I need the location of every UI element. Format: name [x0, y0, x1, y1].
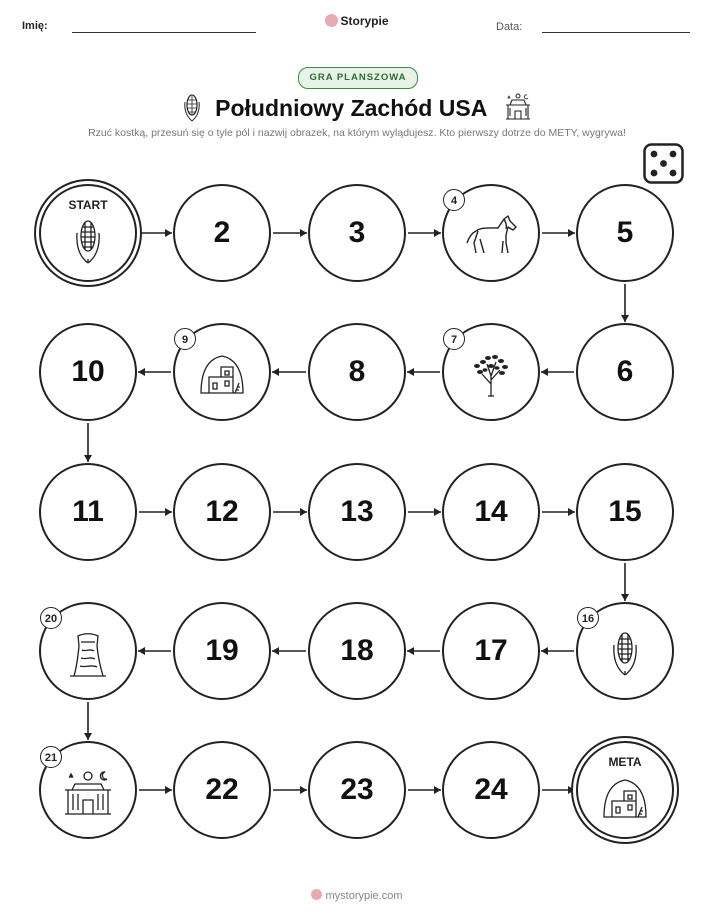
board-space-6 — [576, 323, 674, 421]
arrow-head — [165, 786, 172, 794]
date-label: Data: — [496, 21, 523, 33]
space-number-badge: 21 — [40, 746, 62, 768]
arrow-head — [300, 229, 307, 237]
arrow-head — [541, 368, 548, 376]
space-number-badge: 4 — [443, 189, 465, 211]
tree-icon — [468, 350, 514, 403]
arrow-head — [434, 508, 441, 516]
board-space-13 — [308, 463, 406, 561]
space-number: 5 — [616, 216, 634, 249]
space-number-badge: 20 — [40, 607, 62, 629]
cliff-dwelling-icon — [199, 353, 245, 400]
arrow-head — [568, 229, 575, 237]
board-space-11 — [39, 463, 137, 561]
space-number: 2 — [213, 216, 231, 249]
space-number: 6 — [616, 355, 634, 388]
cliff-dwelling-icon — [602, 777, 648, 824]
space-number: 17 — [474, 634, 508, 667]
space-number: 14 — [474, 495, 508, 528]
arrow-head — [272, 647, 279, 655]
arrow-head — [568, 786, 575, 794]
butte-icon — [68, 628, 108, 683]
board-space-19 — [173, 602, 271, 700]
arrow-head — [434, 229, 441, 237]
space-number: 24 — [474, 773, 508, 806]
board-space-15 — [576, 463, 674, 561]
space-number: 18 — [340, 634, 374, 667]
instructions: Rzuć kostką, przesuń się o tyle pól i nazwij obrazek, na którym wylądujesz. Kto pierwszy dotrze do METY, wygrywa! — [88, 127, 626, 139]
brand-name: Storypie — [340, 14, 389, 28]
board-space-17 — [442, 602, 540, 700]
space-number: 3 — [348, 216, 366, 249]
board-space-3 — [308, 184, 406, 282]
arrow-head — [407, 368, 414, 376]
space-number: 12 — [205, 495, 239, 528]
board-space-14 — [442, 463, 540, 561]
footer — [0, 889, 714, 902]
corn-icon — [609, 629, 641, 682]
space-number: 19 — [205, 634, 239, 667]
start-space — [39, 184, 137, 282]
space-number: 22 — [205, 773, 239, 806]
space-number: 23 — [340, 773, 374, 806]
space-number: 8 — [348, 355, 366, 388]
arrow-head — [272, 368, 279, 376]
temple-icon — [62, 768, 114, 821]
storypie-logo-icon — [311, 889, 322, 900]
game-type-badge: GRA PLANSZOWA — [298, 67, 418, 89]
footer-url: mystorypie.com — [325, 890, 403, 902]
space-number: 13 — [340, 495, 374, 528]
board-space-22 — [173, 741, 271, 839]
finish-label: META — [608, 755, 642, 769]
arrow-head — [300, 508, 307, 516]
arrow-head — [300, 786, 307, 794]
board-space-12 — [173, 463, 271, 561]
arrow-head — [165, 229, 172, 237]
board-space-2 — [173, 184, 271, 282]
arrow-head — [621, 315, 629, 322]
arrow-head — [541, 647, 548, 655]
board-space-5 — [576, 184, 674, 282]
space-number: 10 — [71, 355, 105, 388]
space-number: 15 — [608, 495, 642, 528]
arrow-head — [407, 647, 414, 655]
board-space-8 — [308, 323, 406, 421]
space-number: 11 — [72, 495, 104, 528]
corn-icon — [72, 217, 104, 270]
board-space-10 — [39, 323, 137, 421]
board-space-24 — [442, 741, 540, 839]
arrow-head — [138, 368, 145, 376]
arrow-head — [84, 733, 92, 740]
title-text: Południowy Zachód USA — [215, 95, 487, 121]
arrow-head — [84, 455, 92, 462]
arrow-head — [434, 786, 441, 794]
name-label: Imię: — [22, 20, 48, 32]
board-space-18 — [308, 602, 406, 700]
arrow-head — [138, 647, 145, 655]
start-label: START — [68, 198, 108, 212]
space-number-badge: 9 — [174, 328, 196, 350]
finish-space — [576, 741, 674, 839]
horse-icon — [464, 213, 518, 262]
arrow-head — [165, 508, 172, 516]
space-number-badge: 7 — [443, 328, 465, 350]
arrow-head — [621, 594, 629, 601]
space-number-badge: 16 — [577, 607, 599, 629]
arrow-head — [568, 508, 575, 516]
board-space-23 — [308, 741, 406, 839]
